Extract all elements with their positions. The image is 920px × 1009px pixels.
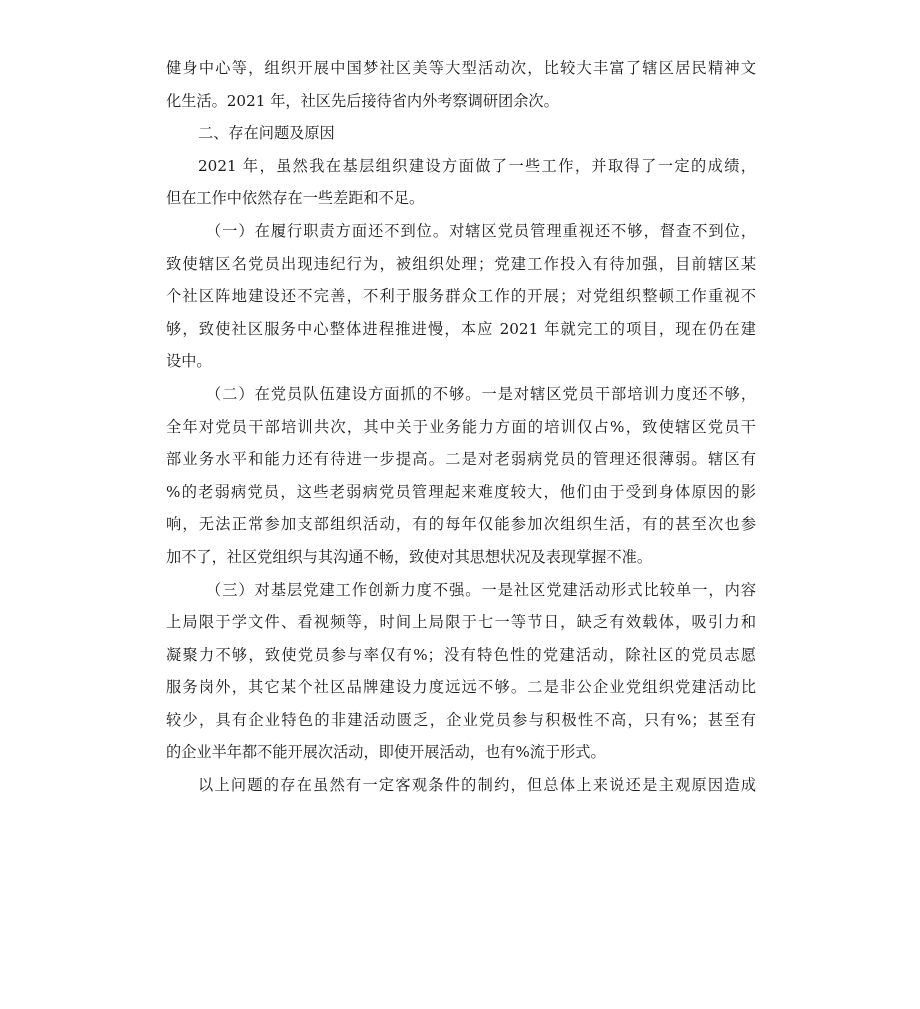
text-line: 凝聚力不够，致使党员参与率仅有%；没有特色性的党建活动，除社区的党员志愿 bbox=[166, 645, 756, 664]
text-line: 但在工作中依然存在一些差距和不足。 bbox=[166, 189, 425, 208]
text-line: 服务岗外，其它某个社区品牌建设力度远远不够。二是非公企业党组织党建活动比 bbox=[166, 678, 756, 697]
text-line: （一）在履行职责方面还不到位。对辖区党员管理重视还不够，督查不到位， bbox=[206, 221, 756, 240]
text-line: 个社区阵地建设还不完善，不利于服务群众工作的开展；对党组织整顿工作重视不 bbox=[166, 287, 756, 306]
text-line: 的企业半年都不能开展次活动，即使开展活动，也有%流于形式。 bbox=[166, 743, 606, 762]
section-heading: 二、存在问题及原因 bbox=[198, 124, 335, 143]
text-line: 部业务水平和能力还有待进一步提高。二是对老弱病党员的管理还很薄弱。辖区有 bbox=[166, 450, 756, 469]
text-line: %的老弱病党员，这些老弱病党员管理起来难度较大，他们由于受到身体原因的影 bbox=[166, 482, 756, 501]
text-line: 化生活。2021 年，社区先后接待省内外考察调研团余次。 bbox=[166, 91, 559, 110]
text-line: 响，无法正常参加支部组织活动，有的每年仅能参加次组织生活，有的甚至次也参 bbox=[166, 515, 756, 534]
text-line: 2021 年，虽然我在基层组织建设方面做了一些工作，并取得了一定的成绩， bbox=[198, 156, 756, 175]
text-line: 上局限于学文件、看视频等，时间上局限于七一等节日，缺乏有效载体，吸引力和 bbox=[166, 613, 756, 632]
text-line: 全年对党员干部培训共次，其中关于业务能力方面的培训仅占%，致使辖区党员干 bbox=[166, 417, 756, 436]
text-line: 加不了，社区党组织与其沟通不畅，致使对其思想状况及表现掌握不准。 bbox=[166, 547, 652, 566]
document-body bbox=[166, 52, 756, 802]
text-line: 设中。 bbox=[166, 352, 212, 371]
text-line: 健身中心等，组织开展中国梦社区美等大型活动次，比较大丰富了辖区居民精神文 bbox=[166, 59, 756, 77]
text-line: 致使辖区名党员出现违纪行为，被组织处理；党建工作投入有待加强，目前辖区某 bbox=[166, 254, 756, 273]
text-line: 较少，具有企业特色的非建活动匮乏，企业党员参与积极性不高，只有%；甚至有 bbox=[166, 710, 756, 729]
text-line: 以上问题的存在虽然有一定客观条件的制约，但总体上来说还是主观原因造成 bbox=[198, 776, 756, 795]
text-line: （三）对基层党建工作创新力度不强。一是社区党建活动形式比较单一，内容 bbox=[206, 580, 756, 599]
text-line: 够，致使社区服务中心整体进程推进慢，本应 2021 年就完工的项目，现在仍在建 bbox=[166, 319, 756, 338]
text-line: （二）在党员队伍建设方面抓的不够。一是对辖区党员干部培训力度还不够， bbox=[206, 384, 756, 403]
